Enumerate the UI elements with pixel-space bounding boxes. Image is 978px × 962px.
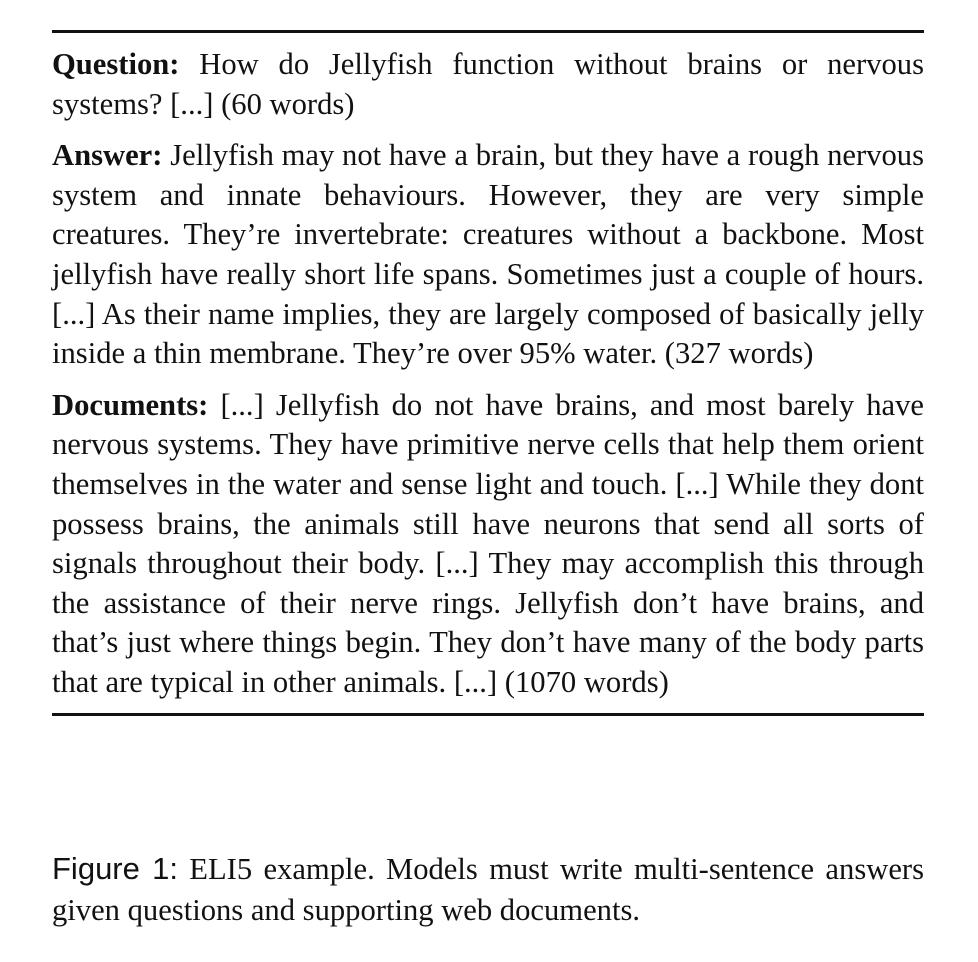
question-label: Question: [52, 47, 180, 81]
bottom-rule [52, 713, 924, 716]
question-text: How do Jellyfish function without brains or nervous systems? [...] (60 words) [52, 47, 924, 121]
figure-caption [52, 848, 924, 931]
caption-text: ELI5 example. Models must write multi-sentence answers given questions and supporting web documents. [52, 852, 924, 927]
question-paragraph [52, 45, 924, 124]
caption-label: Figure 1: [52, 851, 178, 886]
answer-text: Jellyfish may not have a brain, but they have a rough nervous system and innate behaviours. However, they are very simple creatures. They’re invertebrate: creatures without a backbone. Most jellyfish have really short life spans. Sometimes just a couple of hours. [...] As their name implies, they are largely composed of basically jelly inside a thin membrane. They’re over 95% water. (327 words) [52, 138, 924, 371]
documents-text: [...] Jellyfish do not have brains, and most barely have nervous systems. They have primitive nerve cells that help them orient themselves in the water and sense light and touch. [...] While they dont possess brains, the animals still have neurons that send all sorts of signals throughout their body. [...] They may accomplish this through the assistance of their nerve rings. Jellyfish don’t have brains, and that’s just where things begin. They don’t have many of the body parts that are typical in other animals. [...] (1070 words) [52, 387, 924, 699]
answer-paragraph [52, 136, 924, 374]
documents-label: Documents: [52, 387, 209, 422]
figure-box [52, 30, 924, 716]
documents-paragraph [52, 386, 924, 703]
answer-label: Answer: [52, 138, 163, 173]
top-rule [52, 30, 924, 33]
